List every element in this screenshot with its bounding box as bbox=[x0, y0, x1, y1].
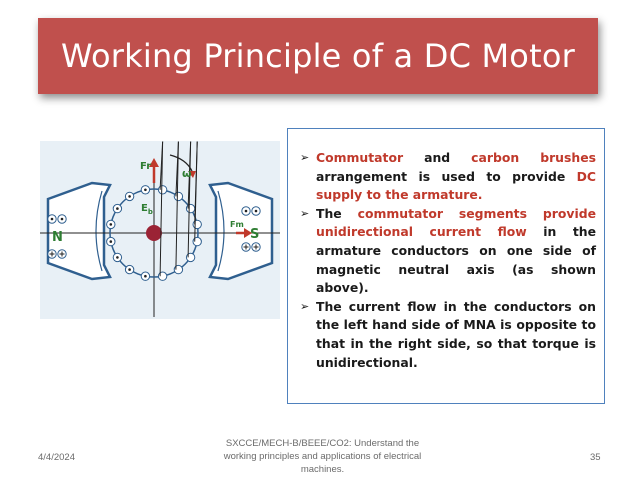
bullet-arrow-icon: ➢ bbox=[300, 151, 310, 164]
rotor-shaft bbox=[146, 225, 162, 241]
bullet-arrow-icon: ➢ bbox=[300, 299, 310, 313]
conductor-dot bbox=[144, 189, 147, 192]
conductor bbox=[158, 186, 166, 194]
explanation-box bbox=[287, 128, 605, 404]
bullet-text bbox=[316, 298, 596, 372]
fr-label: Fr bbox=[140, 161, 152, 172]
plain-text: The current flow in the conductors on the left hand side of MNA is opposite to that in the right side, so that torque is unidirectional. bbox=[316, 298, 596, 370]
south-label: S bbox=[250, 227, 260, 242]
conductor-dot bbox=[110, 223, 113, 226]
slide-title: Working Principle of a DC Motor bbox=[61, 37, 575, 75]
conductor-dot bbox=[144, 275, 147, 278]
highlighted-text: carbon brushes bbox=[471, 150, 596, 165]
north-label: N bbox=[52, 230, 63, 245]
conductor bbox=[186, 253, 194, 261]
plain-text: arrangement is used to provide bbox=[316, 168, 577, 184]
bullet-list bbox=[300, 149, 596, 372]
dc-motor-diagram bbox=[40, 141, 280, 319]
conductor-dot bbox=[128, 195, 131, 198]
bullet-item bbox=[300, 298, 596, 372]
conductor bbox=[193, 220, 201, 228]
plain-text: The bbox=[316, 205, 358, 221]
conductor-dot bbox=[116, 256, 119, 259]
conductor bbox=[174, 192, 182, 200]
highlighted-text: Commutator bbox=[316, 150, 404, 165]
footer-course-info: SXCCE/MECH-B/BEEE/CO2: Understand the working principles and applications of electrical machines. bbox=[223, 438, 422, 475]
conductor bbox=[186, 204, 194, 212]
eb-label-subscript: b bbox=[147, 208, 153, 216]
title-bar bbox=[38, 18, 598, 94]
conductor-dot bbox=[128, 268, 131, 271]
eb-label-main: E bbox=[141, 203, 148, 214]
conductor-dot bbox=[110, 240, 113, 243]
highlighted-text: DC supply to the armature. bbox=[316, 168, 596, 203]
plain-text: in the armature conductors on one side of magnetic neutral axis (as shown above). bbox=[316, 224, 596, 296]
conductor bbox=[193, 237, 201, 245]
conductor-dot bbox=[116, 207, 119, 210]
conductor-dot bbox=[61, 218, 64, 221]
conductor-dot bbox=[255, 210, 258, 213]
bullet-item bbox=[300, 149, 596, 205]
conductor-dot bbox=[245, 210, 248, 213]
fm-label: Fm bbox=[230, 220, 244, 229]
omega-label: ω bbox=[182, 167, 192, 180]
bullet-text bbox=[316, 149, 596, 205]
highlighted-text: commutator segments provide unidirectional current flow bbox=[316, 205, 596, 240]
conductor-dot bbox=[51, 218, 54, 221]
plain-text: and bbox=[403, 150, 472, 165]
footer-page-number: 35 bbox=[590, 452, 601, 463]
bullet-arrow-icon: ➢ bbox=[300, 206, 310, 220]
bullet-text bbox=[316, 205, 596, 298]
bullet-item bbox=[300, 205, 596, 298]
footer-date: 4/4/2024 bbox=[38, 452, 75, 463]
